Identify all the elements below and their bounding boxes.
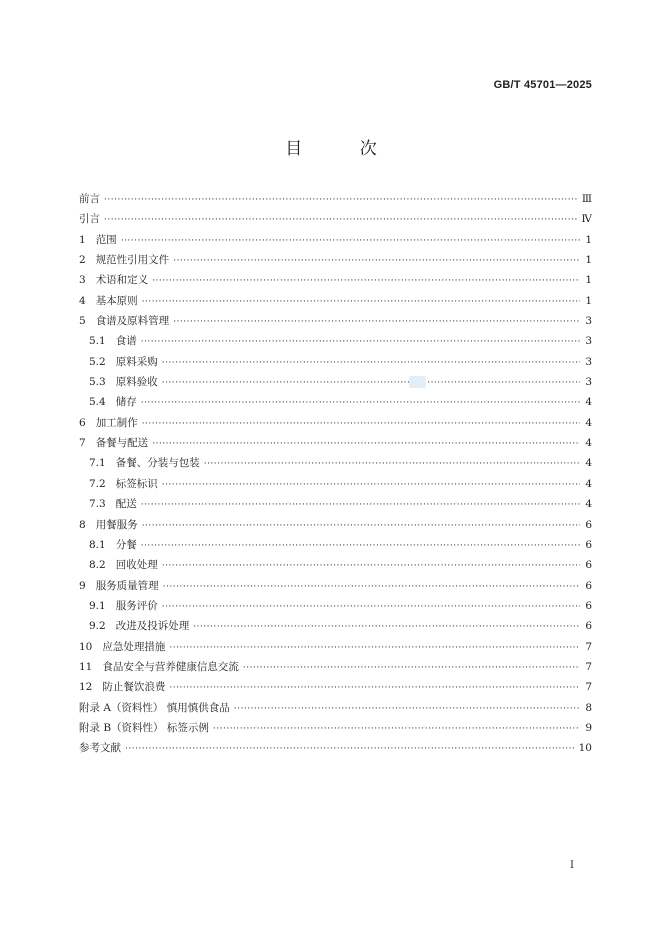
toc-dot-leader (162, 561, 580, 571)
toc-dot-leader (169, 683, 580, 693)
toc-dot-leader (141, 398, 580, 408)
toc-entry[interactable] (79, 537, 592, 557)
toc-entry-page: 10 (578, 742, 592, 755)
toc-dot-leader (141, 337, 580, 347)
toc-entry-number: 7.3 (89, 498, 106, 511)
toc-entry-label: 服务质量管理 (95, 579, 159, 592)
toc-dot-leader (152, 439, 580, 449)
toc-dot-leader (163, 582, 580, 592)
toc-entry-page: 1 (585, 294, 592, 307)
toc-entry-page: 4 (585, 498, 592, 511)
toc-entry-page: 6 (585, 620, 592, 633)
toc-entry[interactable] (79, 557, 592, 577)
toc-entry-number: 5.3 (89, 376, 106, 389)
toc-entry-label: 应急处理措施 (102, 640, 166, 653)
toc-entry[interactable] (79, 293, 592, 313)
toc-entry[interactable] (79, 354, 592, 374)
toc-entry-number: 9.1 (89, 599, 106, 612)
toc-dot-leader (152, 276, 580, 286)
toc-dot-leader (204, 459, 580, 469)
toc-dot-leader (142, 419, 580, 429)
toc-dot-leader (173, 317, 580, 327)
toc-entry-page: 3 (585, 376, 592, 389)
toc-entry-label: 前言 (79, 193, 100, 205)
toc-entry-label: 用餐服务 (95, 518, 138, 531)
toc-entry-number: 2 (79, 254, 86, 267)
toc-dot-leader (141, 541, 580, 551)
toc-entry-number: 10 (79, 640, 93, 653)
toc-entry-label: 备餐与配送 (95, 437, 149, 450)
toc-entry-label: 加工制作 (95, 416, 138, 429)
toc-entry-number: 12 (79, 681, 93, 694)
toc-entry-page: 7 (585, 681, 592, 694)
toc-dot-leader (121, 236, 580, 246)
toc-entry[interactable] (79, 740, 592, 760)
toc-title: 目 次 (285, 139, 403, 159)
toc-entry-number: 11 (79, 660, 93, 673)
toc-dot-leader (125, 744, 575, 754)
toc-entry-page: 3 (585, 335, 592, 348)
toc-dot-leader (162, 480, 580, 490)
toc-entry-page: 4 (585, 396, 592, 409)
toc-entry[interactable] (79, 679, 592, 699)
toc-entry-page: 8 (585, 701, 592, 714)
toc-entry-label: 食品安全与营养健康信息交流 (102, 660, 239, 673)
toc-entry-page: 7 (585, 640, 592, 653)
toc-dot-leader (162, 358, 580, 368)
toc-entry-label: 储存 (115, 396, 137, 409)
toc-entry[interactable] (79, 313, 592, 333)
toc-entry-number: 8.2 (89, 559, 106, 572)
toc-entry-page: 6 (585, 538, 592, 551)
toc-entry-number: 9 (79, 579, 86, 592)
toc-entry[interactable] (79, 578, 592, 598)
toc-entry-page: 4 (585, 457, 592, 470)
toc-list (79, 191, 592, 761)
toc-entry-number: 6 (79, 416, 86, 429)
toc-entry-label: 原料验收 (115, 376, 158, 389)
toc-entry-number: 7 (79, 437, 86, 450)
toc-entry-label: 备餐、分装与包装 (115, 457, 200, 470)
toc-entry-label: 服务评价 (115, 599, 158, 612)
toc-entry-label: 配送 (115, 498, 137, 511)
toc-dot-leader (243, 663, 580, 673)
toc-entry-label: 食谱 (115, 335, 137, 348)
toc-entry-label: 防止餐饮浪费 (102, 681, 166, 694)
toc-entry-number: 8.1 (89, 538, 106, 551)
toc-entry[interactable] (79, 252, 592, 272)
toc-entry-number: 3 (79, 274, 86, 287)
toc-entry[interactable] (79, 232, 592, 252)
toc-entry[interactable] (79, 720, 592, 740)
toc-dot-leader (104, 195, 578, 205)
toc-dot-leader (142, 297, 580, 307)
toc-entry[interactable] (79, 517, 592, 537)
toc-entry[interactable] (79, 333, 592, 353)
toc-dot-leader (213, 724, 580, 734)
toc-entry-page: 3 (585, 355, 592, 368)
toc-entry[interactable] (79, 191, 592, 211)
toc-dot-leader (162, 378, 580, 388)
toc-entry[interactable] (79, 598, 592, 618)
toc-dot-leader (193, 622, 580, 632)
watermark-mark (409, 376, 426, 388)
toc-entry-page: Ⅲ (581, 193, 592, 205)
toc-entry-page: 9 (585, 721, 592, 734)
toc-entry-number: 7.1 (89, 457, 106, 470)
toc-entry-page: Ⅳ (581, 213, 592, 226)
toc-entry-page: 6 (585, 579, 592, 592)
toc-entry-page: 6 (585, 559, 592, 572)
toc-entry[interactable] (79, 476, 592, 496)
toc-entry-page: 6 (585, 518, 592, 531)
standard-code: GB/T 45701—2025 (493, 79, 592, 91)
toc-dot-leader (173, 256, 580, 266)
toc-entry-label: 标签标识 (115, 477, 158, 490)
toc-dot-leader (162, 602, 580, 612)
toc-entry[interactable] (79, 455, 592, 475)
toc-entry[interactable] (79, 415, 592, 435)
toc-entry-label: 回收处理 (115, 559, 158, 572)
toc-entry-page: 1 (585, 274, 592, 287)
toc-entry-number: 4 (79, 294, 86, 307)
toc-entry[interactable] (79, 496, 592, 516)
toc-entry[interactable] (79, 394, 592, 414)
toc-entry-page: 6 (585, 599, 592, 612)
toc-dot-leader (234, 704, 580, 714)
toc-entry-page: 4 (585, 416, 592, 429)
toc-entry[interactable] (79, 211, 592, 231)
toc-entry-label: 食谱及原料管理 (95, 315, 170, 328)
toc-entry-label: 分餐 (115, 538, 137, 551)
toc-entry-number: 5.1 (89, 335, 106, 348)
toc-entry-label: 附录 A（资料性） 慎用慎供食品 (79, 701, 230, 714)
toc-entry-number: 5 (79, 315, 86, 328)
toc-entry-label: 基本原则 (95, 294, 138, 307)
toc-entry-page: 1 (585, 254, 592, 267)
toc-entry-number: 9.2 (89, 620, 106, 633)
toc-entry-label: 原料采购 (115, 355, 158, 368)
toc-entry-page: 4 (585, 477, 592, 490)
toc-entry-label: 附录 B（资料性） 标签示例 (79, 721, 209, 734)
toc-entry-label: 引言 (79, 213, 100, 226)
toc-entry-number: 8 (79, 518, 86, 531)
toc-entry[interactable] (79, 659, 592, 679)
toc-entry-label: 范围 (95, 233, 117, 246)
toc-entry-page: 1 (585, 233, 592, 246)
toc-entry-number: 7.2 (89, 477, 106, 490)
toc-dot-leader (104, 215, 578, 225)
toc-entry[interactable] (79, 374, 592, 394)
toc-entry-label: 改进及投诉处理 (115, 620, 190, 633)
toc-dot-leader (142, 521, 580, 531)
toc-entry[interactable] (79, 700, 592, 720)
toc-entry-page: 4 (585, 437, 592, 450)
toc-dot-leader (169, 643, 580, 653)
toc-entry-label: 规范性引用文件 (95, 254, 170, 267)
toc-entry-page: 3 (585, 315, 592, 328)
toc-entry[interactable] (79, 272, 592, 292)
toc-entry[interactable] (79, 639, 592, 659)
toc-entry-page: 7 (585, 660, 592, 673)
toc-entry[interactable] (79, 435, 592, 455)
toc-entry[interactable] (79, 618, 592, 638)
toc-entry-label: 术语和定义 (95, 274, 149, 287)
toc-entry-number: 5.4 (89, 396, 106, 409)
toc-entry-label: 参考文献 (79, 742, 121, 755)
page-number: Ⅰ (570, 860, 574, 871)
toc-entry-number: 1 (79, 233, 86, 246)
toc-dot-leader (141, 500, 580, 510)
toc-entry-number: 5.2 (89, 355, 106, 368)
